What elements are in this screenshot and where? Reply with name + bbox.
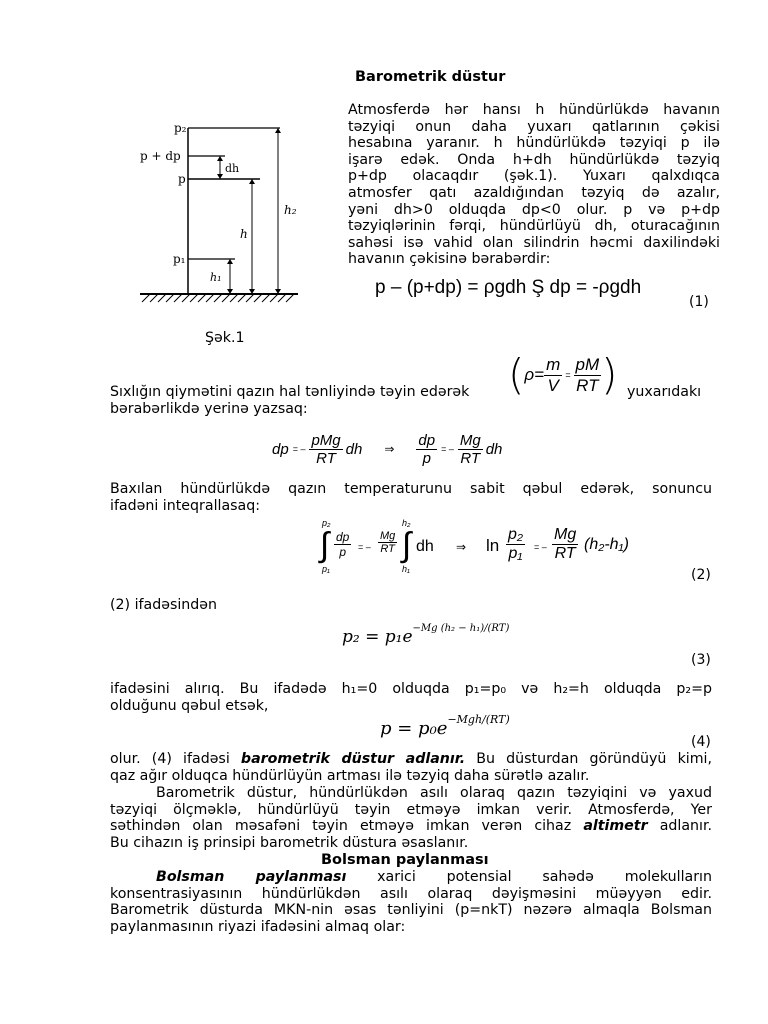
- int2-upper: h₂: [402, 518, 411, 528]
- p2-numerator: p₂: [508, 526, 523, 543]
- intro-line: sahəsi isə vahid olan silindrin həcmi daxilindəki: [348, 234, 720, 251]
- implies-arrow: ⇒: [456, 540, 467, 554]
- rt-denominator: RT: [380, 543, 395, 555]
- after-eq4-line-2: qaz ağır olduqca hündürlüyün artması ilə təzyiq daha sürətlə azalır.: [110, 767, 590, 784]
- integrate-line: Baxılan hündürlükdə qazın temperaturunu sabit qəbul edərək, sonuncu: [110, 481, 712, 497]
- boltzmann-line-3: Barometrik düsturda MKN-nin əsas tənliyini (p=nkT) nəzərə almaqla Bolsman: [110, 902, 712, 919]
- altimeter-line-4: Bu cihazın iş prinsipi barometrik düstura əsaslanır.: [110, 834, 469, 851]
- boltzmann-line-2: konsentrasiyasının hündürlükdən asılı olaraq dəyişməsini müəyyən edir.: [110, 885, 712, 902]
- v-denominator: V: [547, 375, 559, 395]
- boltzmann-line-1-rest: xarici potensial sahədə molekulların: [377, 869, 712, 885]
- eq-sign: = –: [292, 444, 306, 454]
- equation-dp: [272, 428, 502, 470]
- label-h1: h₁: [210, 271, 222, 284]
- intro-line: atmosfer qatı azaldığından təzyiq də azalır,: [348, 184, 720, 201]
- rt-denominator-2: RT: [554, 545, 576, 562]
- equation-1: p – (p+dp) = ρgdh Ş dp = -ρgdh: [375, 277, 642, 298]
- label-p2: p₂: [174, 121, 187, 135]
- dp-term: dp: [272, 440, 289, 458]
- altimeter-line-3-end: adlanır.: [659, 818, 713, 835]
- label-p: p: [178, 172, 186, 186]
- from-eq2-text: (2) ifadəsindən: [110, 597, 218, 613]
- barometric-figure: [140, 116, 300, 306]
- integrate-paragraph: [110, 481, 712, 514]
- p-denominator: p: [422, 449, 431, 467]
- dh-term: dh: [345, 440, 363, 458]
- intro-line: havanın çəkisinə bərabərdir:: [348, 251, 551, 268]
- equation-4: [380, 713, 510, 739]
- label-p-dp: p + dp: [140, 149, 181, 163]
- rt-denominator: RT: [576, 375, 599, 395]
- m-numerator: m: [546, 354, 561, 374]
- pm-numerator: pM: [575, 354, 600, 374]
- equation-2-number: (2): [691, 567, 711, 583]
- density-formula: ( ρ= $\frac{m}{V}$ = $\frac{pM}{RT}$ ): [508, 350, 618, 399]
- label-p1: p₁: [173, 252, 186, 266]
- eq4-lhs: p = p₀e: [380, 718, 448, 739]
- intro-line: hesabına yaranır. h hündürlükdə təzyiqi p ilə: [348, 135, 720, 152]
- label-h2: h₂: [284, 203, 297, 217]
- altimeter-paragraph: [110, 785, 712, 851]
- after-eq4-line-1: [110, 751, 712, 768]
- equation-4-number: (4): [691, 734, 711, 750]
- intro-line: təzyiqlərinin fərqi, hündürlüyü dh, oturacağının: [348, 218, 720, 235]
- intro-line: p+dp olacaqdır (şək.1). Yuxarı qalxdıqca: [348, 168, 720, 185]
- implies-arrow: ⇒: [384, 442, 395, 456]
- after-eq3-line: olduğunu qəbul etsək,: [110, 697, 269, 714]
- dh-term-2: dh: [485, 440, 503, 458]
- intro-paragraph: [348, 102, 720, 268]
- barometric-formula-emphasis: barometrik düstur adlanır.: [240, 751, 466, 767]
- intro-line: yəni dh>0 olduqda dp<0 olur. p və p+dp: [348, 201, 720, 218]
- p1-denominator: p₁: [508, 545, 523, 562]
- equation-2: [318, 516, 648, 578]
- rt-denominator: RT: [316, 449, 336, 467]
- density-text-after: yuxarıdakı: [627, 384, 702, 400]
- eq-sign-2: = –: [441, 444, 454, 454]
- h-difference: (h₂-h₁): [584, 536, 629, 553]
- boltzmann-paragraph: [110, 869, 712, 935]
- altimeter-line-3-start: səthindən olan məsafəni təyin etməyə imkan verən cihaz: [110, 818, 572, 835]
- integrate-line: ifadəni inteqrallasaq:: [110, 497, 261, 514]
- mg-numerator-2: Mg: [554, 526, 577, 543]
- int1-lower: p₁: [322, 564, 330, 574]
- rho-symbol: ρ=: [524, 365, 545, 384]
- dp-numerator: dp: [336, 530, 350, 544]
- p-denominator: p: [339, 545, 347, 559]
- boltzmann-emphasis: Bolsman paylanması: [156, 869, 347, 885]
- section-subtitle: Bolsman paylanması: [321, 852, 489, 868]
- after-eq3-line: ifadəsini alırıq. Bu ifadədə h₁=0 olduqda p₁=p₀ və h₂=h olduqda p₂=p: [110, 681, 712, 697]
- eq4-exponent: −Mgh/(RT): [447, 713, 510, 726]
- equation-3-number: (3): [691, 652, 711, 668]
- after-eq4-paragraph: [110, 751, 712, 784]
- dh-term: dh: [416, 538, 434, 555]
- eq3-exponent: −Mg (h₂ − h₁)/(RT): [412, 623, 510, 635]
- integral-sign-1: ∫: [320, 526, 330, 564]
- density-line-2: bərabərlikdə yerinə yazsaq:: [110, 401, 308, 417]
- altimeter-emphasis: altimetr: [583, 818, 648, 835]
- figure-caption: Şək.1: [205, 330, 245, 346]
- altimeter-line-1: Barometrik düstur, hündürlükdən asılı olaraq qazın təzyiqini və yaxud: [156, 785, 712, 801]
- boltzmann-line-4: paylanmasının riyazi ifadəsini almaq olar:: [110, 918, 406, 935]
- equation-3: [342, 623, 510, 647]
- rt-denominator-2: RT: [460, 449, 481, 467]
- mg-numerator: Mg: [459, 431, 481, 449]
- page-title: Barometrik düstur: [355, 69, 506, 85]
- intro-line: Atmosferdə hər hansı h hündürlükdə havanın: [348, 102, 720, 118]
- eq2-sign: = –: [358, 542, 371, 552]
- after-eq4-start: olur. (4) ifadəsi: [110, 751, 230, 767]
- int1-upper: p₂: [322, 518, 331, 528]
- equals-sign: =: [565, 370, 571, 380]
- boltzmann-line-1: [110, 869, 712, 886]
- intro-line: işarə edək. Onda h+dh hündürlükdə təzyiq: [348, 151, 720, 168]
- mg-numerator: Mg: [380, 530, 396, 542]
- pmg-numerator: pMg: [311, 431, 341, 449]
- label-dh: dh: [225, 162, 240, 175]
- altimeter-line-3: [110, 818, 712, 835]
- intro-line: təzyiqi onun daha yuxarı qatlarının çəkisi: [348, 118, 720, 135]
- eq3-lhs: p₂ = p₁e: [342, 627, 413, 647]
- integral-sign-2: ∫: [402, 526, 412, 564]
- ln-symbol: ln: [486, 536, 500, 555]
- dp-numerator: dp: [418, 431, 436, 449]
- density-text: Sıxlığın qiymətini qazın hal tənliyində təyin edərək: [110, 384, 470, 400]
- after-eq3-paragraph: [110, 681, 712, 714]
- equation-1-number: (1): [689, 294, 709, 310]
- after-eq4-rest: Bu düsturdan göründüyü kimi,: [476, 751, 713, 767]
- eq2-sign-2: = –: [534, 542, 547, 552]
- altimeter-line-2: təzyiqi ölçməklə, hündürlüyü təyin etməyə imkan verir. Atmosferdə, Yer: [110, 801, 712, 818]
- label-h: h: [240, 227, 248, 241]
- int2-lower: h₁: [402, 564, 410, 574]
